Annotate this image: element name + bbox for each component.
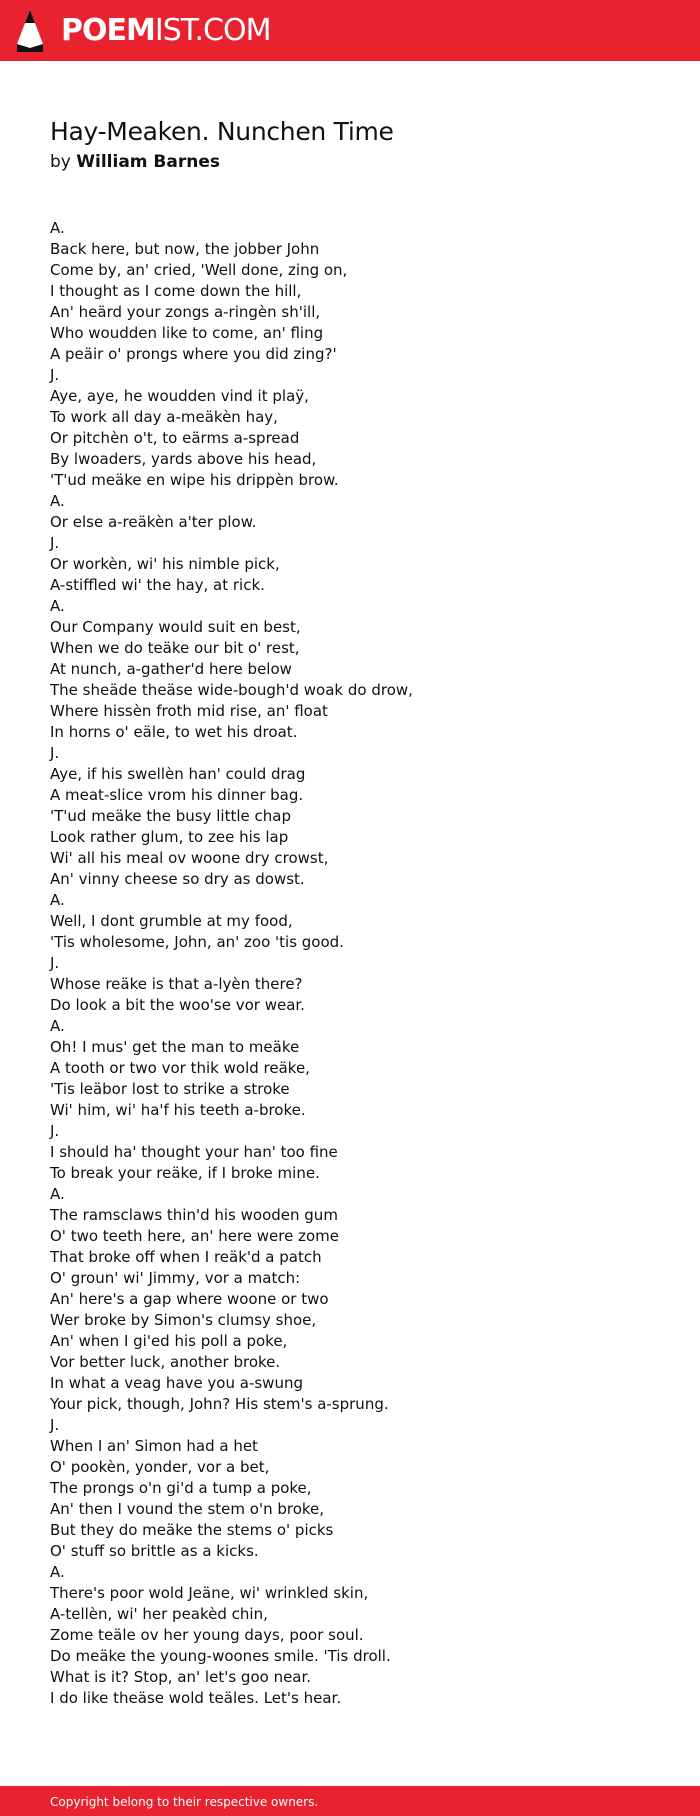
poem-line: J. (50, 1416, 60, 1434)
poem-line: Look rather glum, to zee his lap (50, 828, 289, 846)
poem-line: Wi' him, wi' ha'f his teeth a-broke. (50, 1101, 306, 1119)
copyright-text: Copyright belong to their respective owners. (50, 1795, 319, 1809)
poem-line: A. (50, 1017, 65, 1035)
poem-line: An' heärd your zongs a-ringèn sh'ill, (50, 303, 321, 321)
poem-line: That broke off when I reäk'd a patch (50, 1248, 322, 1266)
poem-line: In what a veag have you a-swung (50, 1374, 303, 1392)
poem-line: A tooth or two vor thik wold reäke, (50, 1059, 310, 1077)
poem-line: What is it? Stop, an' let's goo near. (50, 1668, 312, 1686)
poem-line: I do like theäse wold teäles. Let's hear. (50, 1689, 342, 1707)
poem-line: J. (50, 366, 60, 384)
poem-line: An' here's a gap where woone or two (50, 1290, 329, 1308)
poem-line: 'T'ud meäke the busy little chap (50, 807, 291, 825)
poem-line: The sheäde theäse wide-bough'd woak do drow, (50, 681, 413, 699)
site-header (0, 0, 700, 61)
poem-line: Do look a bit the woo'se vor wear. (50, 996, 305, 1014)
by-label: by (50, 152, 71, 172)
poem-line: A peäir o' prongs where you did zing?' (50, 345, 337, 363)
poem-line: Wer broke by Simon's clumsy shoe, (50, 1311, 317, 1329)
poem-line: J. (50, 534, 60, 552)
poem-line: When we do teäke our bit o' rest, (50, 639, 300, 657)
poem-line: Back here, but now, the jobber John (50, 240, 320, 258)
byline (50, 149, 650, 175)
poem-line: J. (50, 954, 60, 972)
poem-line: Aye, if his swellèn han' could drag (50, 765, 306, 783)
pencil-tip-icon (17, 10, 43, 52)
poem-line: A. (50, 219, 65, 237)
poem-line: An' when I gi'ed his poll a poke, (50, 1332, 288, 1350)
poem-line: I thought as I come down the hill, (50, 282, 302, 300)
poem-line: A-stiffled wi' the hay, at rick. (50, 576, 265, 594)
poem-line: Your pick, though, John? His stem's a-sprung. (50, 1395, 389, 1413)
poem-heading (50, 114, 650, 175)
poem-line: Oh! I mus' get the man to meäke (50, 1038, 300, 1056)
poem-line: An' vinny cheese so dry as dowst. (50, 870, 305, 888)
poem-line: Aye, aye, he woudden vind it plaÿ, (50, 387, 309, 405)
poem-line: A. (50, 891, 65, 909)
poem-title: Hay-Meaken. Nunchen Time (50, 117, 394, 146)
poem-line: Vor better luck, another broke. (50, 1353, 281, 1371)
poem-line: Who woudden like to come, an' fling (50, 324, 324, 342)
poem-line: But they do meäke the stems o' picks (50, 1521, 334, 1539)
poem-line: A-tellèn, wi' her peakèd chin, (50, 1605, 268, 1623)
poem-body (50, 218, 650, 1709)
poem-line: J. (50, 744, 60, 762)
poem-line: 'T'ud meäke en wipe his drippèn brow. (50, 471, 339, 489)
poem-line: There's poor wold Jeäne, wi' wrinkled skin, (50, 1584, 369, 1602)
poem-line: Well, I dont grumble at my food, (50, 912, 293, 930)
poem-line: A meat-slice vrom his dinner bag. (50, 786, 304, 804)
poem-line: Whose reäke is that a-lyèn there? (50, 975, 303, 993)
poem-line: A. (50, 1185, 65, 1203)
poem-line: O' two teeth here, an' here were zome (50, 1227, 340, 1245)
site-logo[interactable] (17, 10, 270, 52)
poem-line: A. (50, 1563, 65, 1581)
poem-line: When I an' Simon had a het (50, 1437, 258, 1455)
poem-line: Come by, an' cried, 'Well done, zing on, (50, 261, 348, 279)
brand-wordmark (61, 13, 271, 48)
poem-line: The ramsclaws thin'd his wooden gum (50, 1206, 338, 1224)
poem-line: Or workèn, wi' his nimble pick, (50, 555, 280, 573)
author-name[interactable]: William Barnes (76, 152, 220, 172)
poem-line: I should ha' thought your han' too fine (50, 1143, 338, 1161)
poem-line: O' stuff so brittle as a kicks. (50, 1542, 259, 1560)
poem-line: To work all day a-meäkèn hay, (50, 408, 278, 426)
poem-line: The prongs o'n gi'd a tump a poke, (50, 1479, 312, 1497)
poem-line: A. (50, 597, 65, 615)
poem-line: 'Tis wholesome, John, an' zoo 'tis good. (50, 933, 344, 951)
poem-line: Or else a-reäkèn a'ter plow. (50, 513, 257, 531)
poem-line: A. (50, 492, 65, 510)
site-footer (0, 1786, 700, 1816)
poem-line: O' groun' wi' Jimmy, vor a match: (50, 1269, 301, 1287)
poem-line: Do meäke the young-woones smile. 'Tis droll. (50, 1647, 391, 1665)
poem-line: Wi' all his meal ov woone dry crowst, (50, 849, 329, 867)
poem-line: Zome teäle ov her young days, poor soul. (50, 1626, 364, 1644)
brand-light: IST.COM (154, 13, 271, 48)
poem-line: J. (50, 1122, 60, 1140)
poem-line: In horns o' eäle, to wet his droat. (50, 723, 298, 741)
poem-line: O' pookèn, yonder, vor a bet, (50, 1458, 270, 1476)
poem-line: To break your reäke, if I broke mine. (50, 1164, 320, 1182)
poem-line: Or pitchèn o't, to eärms a-spread (50, 429, 300, 447)
poem-line: At nunch, a-gather'd here below (50, 660, 292, 678)
brand-bold: POEM (61, 13, 155, 48)
poem-line: An' then I vound the stem o'n broke, (50, 1500, 325, 1518)
poem-line: By lwoaders, yards above his head, (50, 450, 317, 468)
poem-line: 'Tis leäbor lost to strike a stroke (50, 1080, 290, 1098)
poem-line: Our Company would suit en best, (50, 618, 301, 636)
poem-line: Where hissèn froth mid rise, an' float (50, 702, 328, 720)
